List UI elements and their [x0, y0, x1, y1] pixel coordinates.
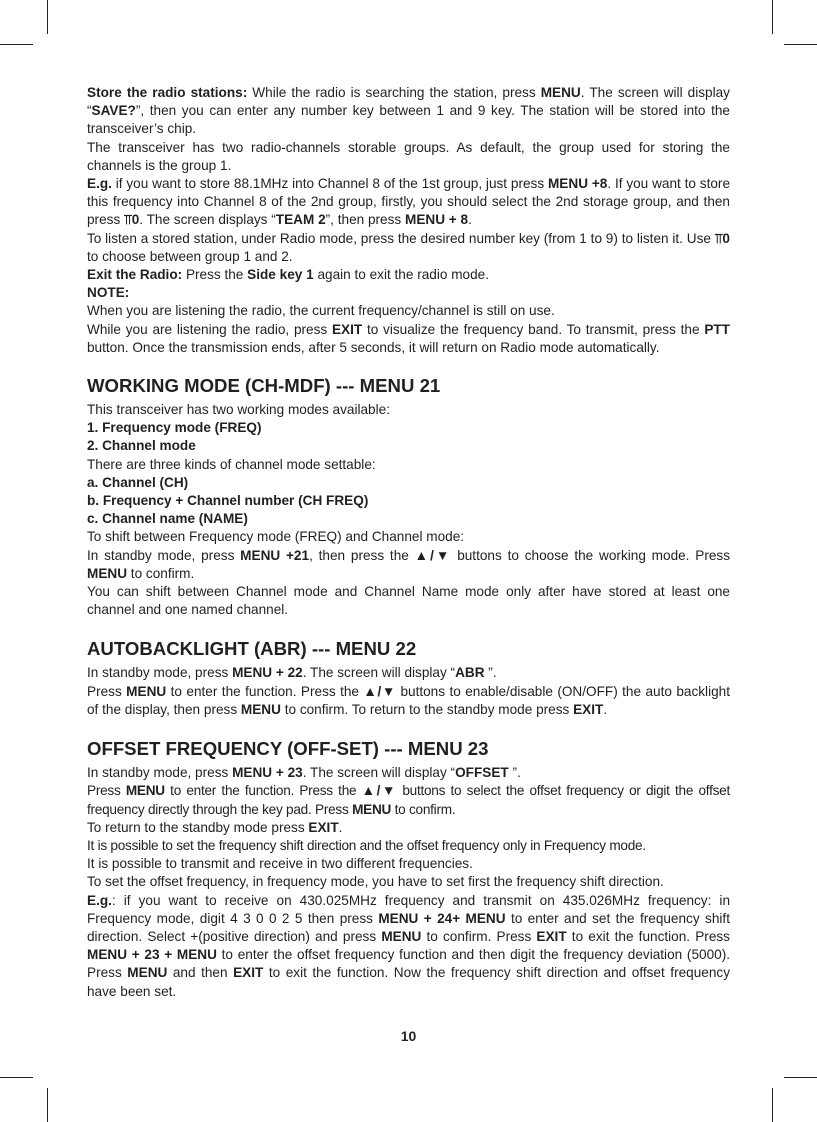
working-mode-heading: WORKING MODE (CH-MDF) --- MENU 21 — [87, 375, 441, 397]
offset-return-line: To return to the standby mode press EXIT. — [87, 819, 343, 835]
store-paragraph: Store the radio stations: While the radio is searching the station, press MENU. The screen will display “SAVE?”, then you can enter any number key between 1 and 9 key. The station will be stored into the transceiver’s chip. — [87, 85, 730, 137]
zero-key-icon: ⫪0 — [714, 230, 730, 246]
crop-mark — [784, 1077, 817, 1078]
groups-paragraph: The transceiver has two radio-channels storable groups. As default, the group used for storing the channels is the group 1. — [87, 139, 730, 173]
up-down-arrows-icon: ▲/▼ — [363, 683, 397, 699]
crop-mark — [47, 1088, 48, 1122]
autobacklight-heading: AUTOBACKLIGHT (ABR) --- MENU 22 — [87, 638, 417, 660]
offset-toset-line: To set the offset frequency, in frequency mode, you have to set first the frequency shift direction. — [87, 874, 664, 890]
listen-paragraph: To listen a stored station, under Radio mode, press the desired number key (from 1 to 9) to listen it. Use ⫪0 to choose between group 1 and 2. — [87, 230, 730, 264]
shift-channel-name-paragraph: You can shift between Channel mode and Channel Name mode only after have stored at least one channel and one named channel. — [87, 584, 730, 618]
offset-possible-1: It is possible to set the frequency shift direction and the offset frequency only in Frequency mode. — [87, 837, 646, 853]
example-paragraph: E.g. if you want to store 88.1MHz into Channel 8 of the 1st group, just press MENU +8. If you want to store this frequency into Channel 8 of the 2nd group, firstly, you should select the 2nd storage group, and then press ⫪0. The screen displays “TEAM 2”, then press MENU + 8. — [87, 176, 730, 228]
note-line-2: While you are listening the radio, press EXIT to visualize the frequency band. To transmit, press the PTT button. Once the transmission ends, after 5 seconds, it will return on Radio mode automatically. — [87, 321, 730, 355]
crop-mark — [784, 44, 817, 45]
working-standby-paragraph: In standby mode, press MENU +21, then press the ▲/▼ buttons to choose the working mode. Press MENU to confirm. — [87, 547, 731, 581]
offset-frequency-heading: OFFSET FREQUENCY (OFF-SET) --- MENU 23 — [87, 738, 489, 760]
zero-key-icon: ⫪0 — [124, 212, 140, 228]
channel-kind-a: a. Channel (CH) — [87, 474, 189, 490]
page-content — [87, 84, 730, 1001]
page-number: 10 — [400, 1028, 417, 1044]
abr-standby-line: In standby mode, press MENU + 22. The screen will display “ABR ”. — [87, 665, 497, 681]
crop-mark — [47, 0, 48, 34]
offset-standby-line: In standby mode, press MENU + 23. The screen will display “OFFSET ”. — [87, 765, 521, 781]
channel-kinds-intro: There are three kinds of channel mode settable: — [87, 456, 376, 472]
note-heading: NOTE: — [87, 285, 130, 301]
crop-mark — [772, 1088, 773, 1122]
crop-mark — [772, 0, 773, 34]
note-line-1: When you are listening the radio, the current frequency/channel is still on use. — [87, 303, 555, 319]
shift-intro: To shift between Frequency mode (FREQ) and Channel mode: — [87, 529, 465, 545]
crop-mark — [0, 1077, 33, 1078]
up-down-arrows-icon: ▲/▼ — [361, 783, 397, 799]
channel-kind-b: b. Frequency + Channel number (CH FREQ) — [87, 493, 369, 509]
crop-mark — [0, 44, 33, 45]
working-mode-1: 1. Frequency mode (FREQ) — [87, 420, 262, 436]
channel-kind-c: c. Channel name (NAME) — [87, 511, 248, 527]
offset-example-paragraph: E.g.: if you want to receive on 430.025MHz frequency and transmit on 435.026MHz frequency: in Frequency mode, digit 4 3 0 0 2 5 then press MENU + 24+ MENU to enter and set the frequency shift direction. Select +(positive direction) and press MENU to confirm. Press EXIT to exit the function. Press MENU + 23 + MENU to enter the offset frequency function and then digit the frequency deviation (5000). Press MENU and then EXIT to exit the function. Now the frequency shift direction and offset frequency have been set. — [87, 892, 730, 999]
working-intro: This transceiver has two working modes available: — [87, 402, 390, 418]
exit-radio-paragraph: Exit the Radio: Press the Side key 1 again to exit the radio mode. — [87, 267, 489, 283]
offset-possible-2: It is possible to transmit and receive in two different frequencies. — [87, 856, 473, 872]
offset-function-paragraph: Press MENU to enter the function. Press the ▲/▼ buttons to select the offset frequency or digit the offset frequency directly through the key pad. Press MENU to confirm. — [87, 783, 730, 817]
abr-function-paragraph: Press MENU to enter the function. Press the ▲/▼ buttons to enable/disable (ON/OFF) the auto backlight of the display, then press MENU to confirm. To return to the standby mode press EXIT. — [87, 683, 730, 717]
working-mode-2: 2. Channel mode — [87, 438, 196, 454]
up-down-arrows-icon: ▲/▼ — [414, 547, 452, 563]
